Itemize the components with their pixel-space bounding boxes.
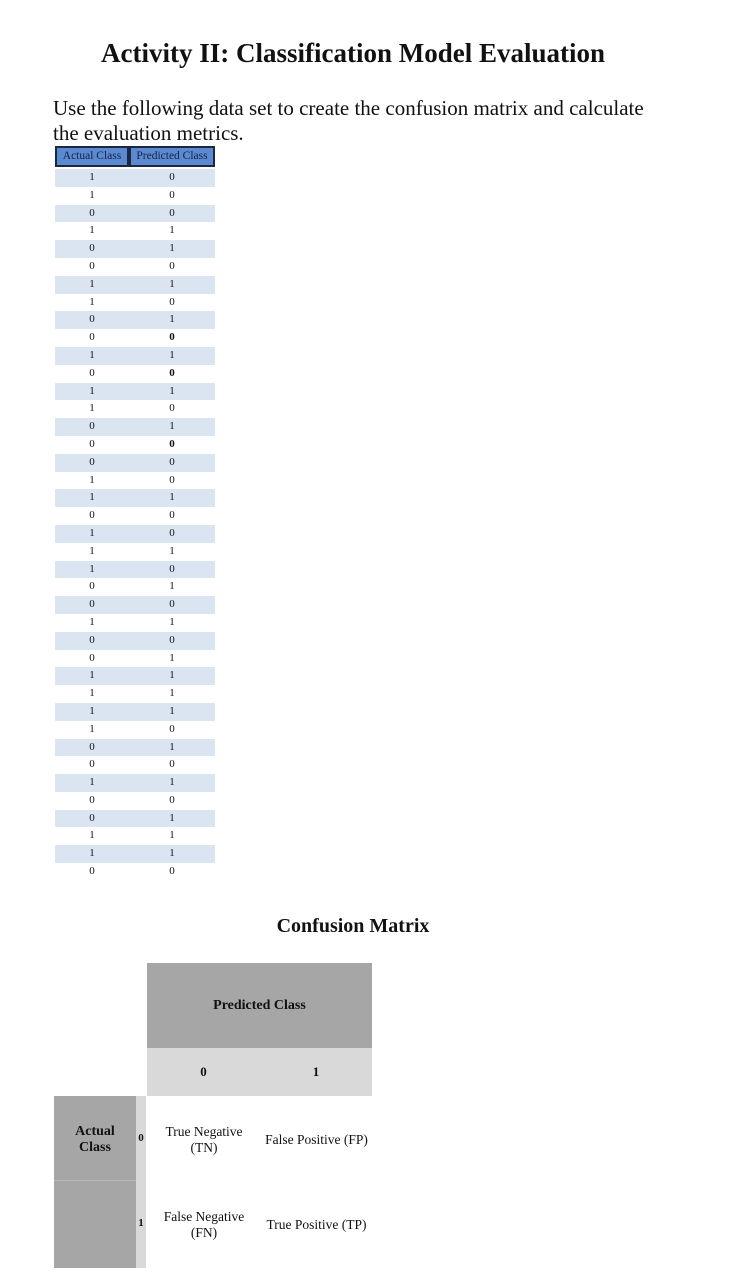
table-row <box>55 347 215 365</box>
predicted-class-cell: 0 <box>169 366 175 379</box>
table-row <box>55 632 215 650</box>
page-title: Activity II: Classification Model Evaluation <box>101 38 605 68</box>
table-row <box>55 827 215 845</box>
actual-class-cell: 1 <box>89 526 95 539</box>
predicted-class-cell: 1 <box>169 384 175 397</box>
table-row <box>55 240 215 258</box>
predicted-class-cell: 0 <box>169 295 175 308</box>
header-actual-class: Actual Class <box>55 146 129 167</box>
actual-class-cell: 1 <box>89 829 95 842</box>
predicted-class-cell: 0 <box>169 562 175 575</box>
actual-class-cell: 0 <box>89 313 95 326</box>
actual-class-cell: 0 <box>89 865 95 878</box>
predicted-class-cell: 0 <box>169 188 175 201</box>
actual-class-cell: 0 <box>89 420 95 433</box>
actual-class-cell: 1 <box>89 847 95 860</box>
predicted-class-cell: 0 <box>169 206 175 219</box>
table-row <box>55 383 215 401</box>
predicted-class-cell: 1 <box>169 740 175 753</box>
predicted-class-cell: 0 <box>169 722 175 735</box>
predicted-class-cell: 1 <box>169 669 175 682</box>
predicted-class-cell: 1 <box>169 829 175 842</box>
predicted-class-0: 0 <box>147 1048 260 1096</box>
table-row <box>55 169 215 187</box>
predicted-class-cell: 1 <box>169 776 175 789</box>
cell-false-positive: False Positive (FP) <box>265 1132 368 1147</box>
actual-class-cell: 1 <box>89 722 95 735</box>
table-row <box>55 187 215 205</box>
table-row <box>55 276 215 294</box>
actual-class-cell: 0 <box>89 366 95 379</box>
actual-class-cell: 0 <box>89 206 95 219</box>
predicted-class-cell: 0 <box>169 509 175 522</box>
actual-class-cell: 1 <box>89 687 95 700</box>
predicted-class-cell: 0 <box>169 455 175 468</box>
actual-class-cell: 0 <box>89 455 95 468</box>
actual-class-cell: 0 <box>89 580 95 593</box>
actual-class-divider <box>54 1180 136 1181</box>
actual-class-label: Actual Class <box>75 1124 115 1155</box>
actual-class-cell: 0 <box>89 740 95 753</box>
table-row <box>55 596 215 614</box>
predicted-class-cell: 1 <box>169 224 175 237</box>
predicted-class-cell: 1 <box>169 491 175 504</box>
table-row <box>55 258 215 276</box>
actual-class-cell: 1 <box>89 669 95 682</box>
table-row <box>55 685 215 703</box>
table-row <box>55 703 215 721</box>
predicted-class-cell: 1 <box>169 544 175 557</box>
table-row <box>55 863 215 881</box>
predicted-class-cell: 0 <box>169 259 175 272</box>
actual-class-cell: 1 <box>89 776 95 789</box>
actual-class-1: 1 <box>138 1217 144 1229</box>
actual-class-cell: 0 <box>89 242 95 255</box>
predicted-class-cell: 1 <box>169 847 175 860</box>
predicted-class-cell: 0 <box>169 526 175 539</box>
predicted-class-cell: 1 <box>169 704 175 717</box>
predicted-class-cell: 1 <box>169 277 175 290</box>
predicted-class-cell: 1 <box>169 811 175 824</box>
actual-class-cell: 1 <box>89 491 95 504</box>
predicted-class-cell: 0 <box>169 633 175 646</box>
actual-class-cell: 1 <box>89 188 95 201</box>
table-row <box>55 489 215 507</box>
predicted-class-cell: 1 <box>169 348 175 361</box>
predicted-class-cell: 1 <box>169 420 175 433</box>
actual-class-cell: 0 <box>89 651 95 664</box>
actual-class-cell: 1 <box>89 171 95 183</box>
actual-class-cell: 1 <box>89 562 95 575</box>
actual-class-cell: 0 <box>89 598 95 611</box>
table-row <box>55 418 215 436</box>
actual-class-cell: 0 <box>89 331 95 344</box>
actual-class-cell: 0 <box>89 509 95 522</box>
actual-class-column <box>54 1096 136 1268</box>
table-row <box>55 543 215 561</box>
predicted-class-cell: 0 <box>169 171 175 183</box>
dataset-table <box>55 146 215 881</box>
table-row <box>55 329 215 347</box>
cell-true-negative: True Negative (TN) <box>165 1124 243 1155</box>
table-row <box>55 311 215 329</box>
table-body <box>55 169 215 881</box>
predicted-class-cell: 1 <box>169 687 175 700</box>
actual-class-index-column <box>136 1096 146 1268</box>
actual-class-cell: 0 <box>89 437 95 450</box>
actual-class-cell: 1 <box>89 295 95 308</box>
predicted-class-cell: 1 <box>169 615 175 628</box>
table-row <box>55 739 215 757</box>
actual-class-cell: 0 <box>89 811 95 824</box>
table-row <box>55 294 215 312</box>
table-row <box>55 472 215 490</box>
actual-class-cell: 0 <box>89 793 95 806</box>
predicted-class-cell: 1 <box>169 651 175 664</box>
actual-class-cell: 1 <box>89 277 95 290</box>
predicted-class-cell: 0 <box>169 437 175 450</box>
table-row <box>55 561 215 579</box>
predicted-class-cell: 0 <box>169 865 175 878</box>
actual-class-0: 0 <box>138 1132 144 1144</box>
table-row <box>55 205 215 223</box>
predicted-class-cell: 1 <box>169 580 175 593</box>
predicted-class-1: 1 <box>260 1048 372 1096</box>
table-row <box>55 792 215 810</box>
predicted-class-cell: 0 <box>169 758 175 771</box>
table-header-row <box>55 146 215 167</box>
predicted-class-cell: 1 <box>169 242 175 255</box>
predicted-class-header: Predicted Class <box>147 963 372 1048</box>
actual-class-cell: 1 <box>89 544 95 557</box>
predicted-class-cell: 0 <box>169 598 175 611</box>
cell-false-negative: False Negative (FN) <box>163 1209 245 1240</box>
table-row <box>55 578 215 596</box>
table-row <box>55 810 215 828</box>
actual-class-cell: 1 <box>89 384 95 397</box>
table-row <box>55 222 215 240</box>
actual-class-cell: 1 <box>89 473 95 486</box>
header-predicted-class: Predicted Class <box>129 146 215 167</box>
predicted-class-cell: 0 <box>169 331 175 344</box>
table-row <box>55 721 215 739</box>
instructions-text: Use the following data set to create the confusion matrix and calculate the evaluation metrics. <box>53 96 644 145</box>
predicted-class-cell: 0 <box>169 473 175 486</box>
table-row <box>55 667 215 685</box>
table-row <box>55 756 215 774</box>
table-row <box>55 400 215 418</box>
actual-class-cell: 0 <box>89 633 95 646</box>
table-row <box>55 365 215 383</box>
table-row <box>55 845 215 863</box>
table-row <box>55 774 215 792</box>
table-row <box>55 436 215 454</box>
actual-class-cell: 1 <box>89 615 95 628</box>
table-row <box>55 614 215 632</box>
table-row <box>55 454 215 472</box>
actual-class-cell: 0 <box>89 259 95 272</box>
actual-class-cell: 1 <box>89 224 95 237</box>
predicted-class-cell: 0 <box>169 793 175 806</box>
confusion-matrix-title: Confusion Matrix <box>276 915 430 937</box>
actual-class-cell: 1 <box>89 704 95 717</box>
predicted-class-cell: 1 <box>169 313 175 326</box>
actual-class-cell: 1 <box>89 348 95 361</box>
table-row <box>55 507 215 525</box>
predicted-class-cell: 0 <box>169 402 175 415</box>
table-row <box>55 650 215 668</box>
actual-class-cell: 1 <box>89 402 95 415</box>
table-row <box>55 525 215 543</box>
cell-true-positive: True Positive (TP) <box>266 1217 367 1232</box>
actual-class-cell: 0 <box>89 758 95 771</box>
